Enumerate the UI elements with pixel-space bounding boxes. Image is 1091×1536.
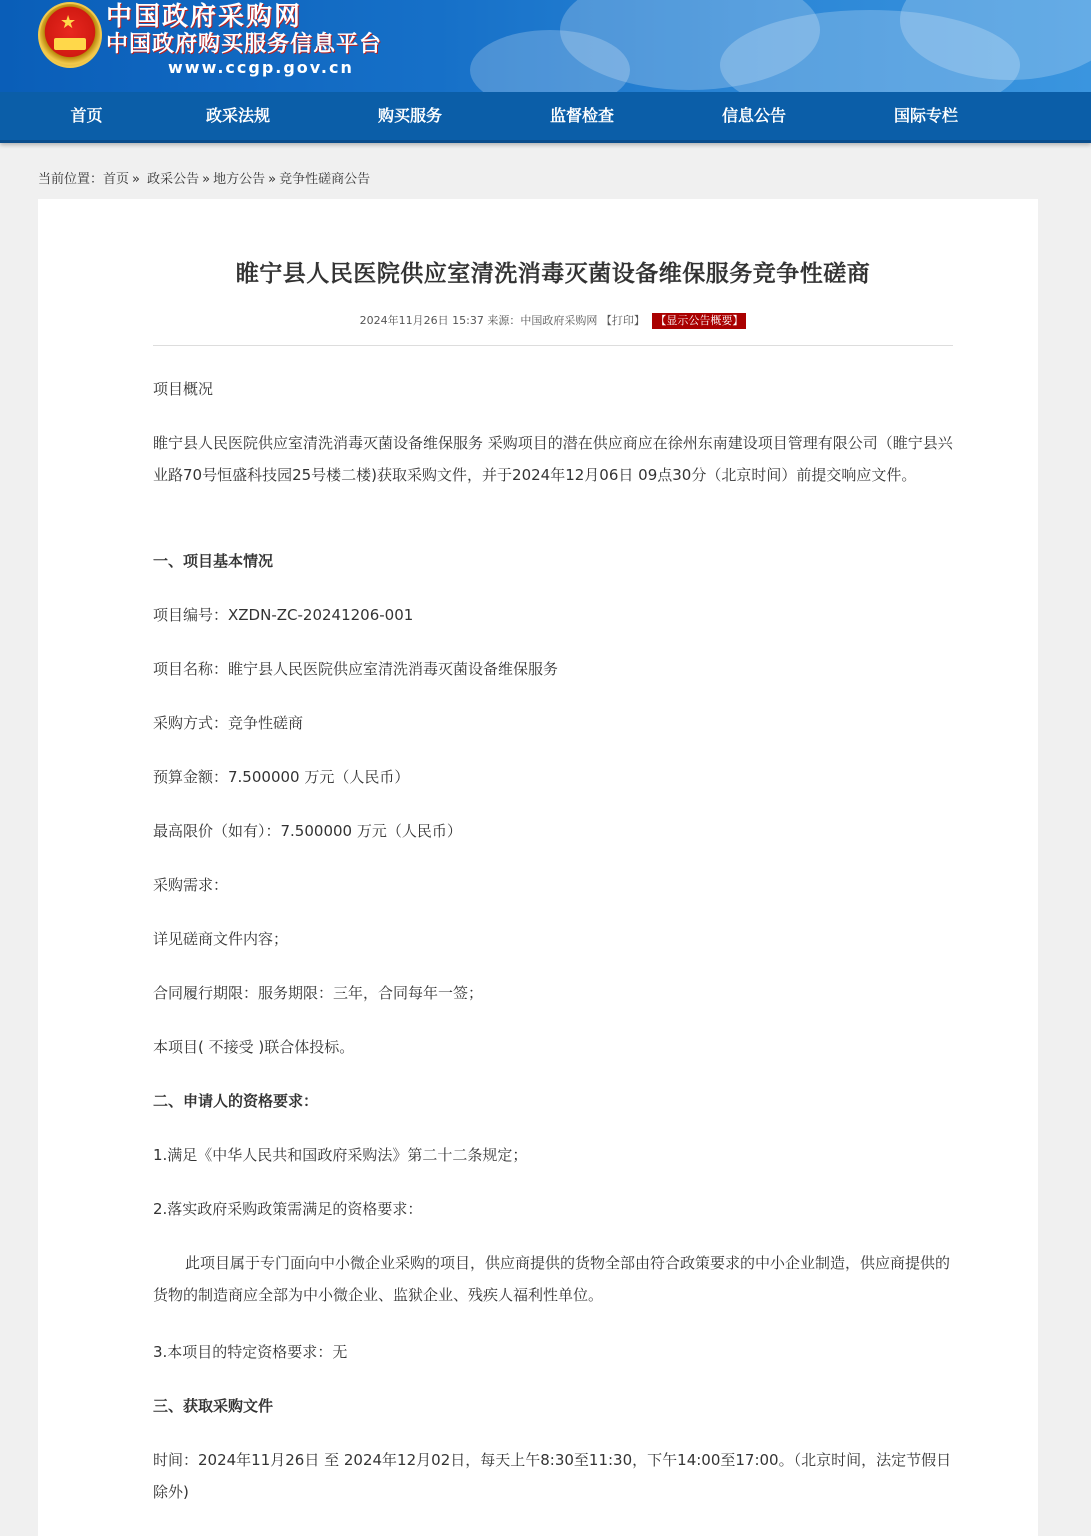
breadcrumb-label: 当前位置： xyxy=(38,172,104,187)
nav-item-supervision[interactable]: 监督检查 xyxy=(549,106,614,125)
requirement-2-detail: 此项目属于专门面向中小微企业采购的项目，供应商提供的货物全部由符合政策要求的中小企业制造，供应商提供的货物的制造商应全部为中小微企业、监狱企业、残疾人福利性单位。 xyxy=(153,1254,951,1304)
breadcrumb-separator: » xyxy=(268,172,277,187)
site-title[interactable]: 中国政府采购网 xyxy=(106,2,303,32)
divider xyxy=(153,345,953,346)
nav-item-announcements[interactable]: 信息公告 xyxy=(721,106,786,125)
acquisition-time: 时间：2024年11月26日 至 2024年12月02日，每天上午8:30至11:30，下午14:00至17:00。（北京时间，法定节假日除外) xyxy=(153,1451,952,1501)
article-panel xyxy=(38,199,1038,1536)
site-url: www.ccgp.gov.cn xyxy=(168,58,354,77)
article-meta xyxy=(153,313,953,329)
article-title: 睢宁县人民医院供应室清洗消毒灭菌设备维保服务竞争性磋商 xyxy=(235,261,871,287)
breadcrumb-current[interactable]: 竞争性磋商公告 xyxy=(279,172,371,187)
breadcrumb-home[interactable]: 首页 xyxy=(103,172,130,187)
max-price: 最高限价（如有）：7.500000 万元（人民币） xyxy=(153,822,462,840)
section-heading-3: 三、获取采购文件 xyxy=(153,1397,274,1415)
procurement-method: 采购方式：竞争性磋商 xyxy=(153,714,304,732)
nav-item-home[interactable]: 首页 xyxy=(70,106,103,125)
nav-item-international[interactable]: 国际专栏 xyxy=(893,106,958,125)
national-emblem-logo[interactable] xyxy=(38,2,102,68)
project-name: 项目名称：睢宁县人民医院供应室清洗消毒灭菌设备维保服务 xyxy=(153,660,559,678)
section-heading-1: 一、项目基本情况 xyxy=(153,552,274,570)
breadcrumb-local[interactable]: 地方公告 xyxy=(213,172,266,187)
nav-item-purchase-services[interactable]: 购买服务 xyxy=(377,106,442,125)
breadcrumb xyxy=(0,143,1091,201)
procurement-needs: 采购需求： xyxy=(153,876,229,894)
requirement-3: 3.本项目的特定资格要求：无 xyxy=(153,1343,348,1361)
site-header xyxy=(0,0,1091,92)
breadcrumb-separator: » xyxy=(132,172,140,187)
site-subtitle: 中国政府购买服务信息平台 xyxy=(106,32,383,57)
breadcrumb-separator: » xyxy=(202,172,211,187)
overview-text: 睢宁县人民医院供应室清洗消毒灭菌设备维保服务 采购项目的潜在供应商应在徐州东南建设项目管理有限公司（睢宁县兴业路70号恒盛科技园25号楼二楼)获取采购文件，并于2024年12月06日 09点30分（北京时间）前提交响应文件。 xyxy=(153,434,953,484)
section-heading-2: 二、申请人的资格要求： xyxy=(153,1092,319,1110)
star-icon: ★ xyxy=(60,12,77,33)
show-summary-button[interactable]: 【显示公告概要】 xyxy=(652,313,746,329)
budget-amount: 预算金额：7.500000 万元（人民币） xyxy=(153,768,410,786)
main-nav xyxy=(0,92,1091,143)
requirement-1: 1.满足《中华人民共和国政府采购法》第二十二条规定； xyxy=(153,1146,528,1164)
requirement-2: 2.落实政府采购政策需满足的资格要求： xyxy=(153,1200,423,1218)
needs-detail: 详见磋商文件内容； xyxy=(153,930,289,948)
nav-item-regulations[interactable]: 政采法规 xyxy=(205,106,270,125)
section-overview: 项目概况 xyxy=(153,380,214,398)
consortium-note: 本项目( 不接受 )联合体投标。 xyxy=(153,1038,355,1056)
print-link[interactable]: 【打印】 xyxy=(600,314,645,327)
project-number: 项目编号：XZDN-ZC-20241206-001 xyxy=(153,606,414,624)
contract-term: 合同履行期限：服务期限：三年，合同每年一签； xyxy=(153,984,484,1002)
gate-icon xyxy=(54,38,86,50)
breadcrumb-announcements[interactable]: 政采公告 xyxy=(147,172,200,187)
publish-info: 2024年11月26日 15:37 来源：中国政府采购网 xyxy=(359,314,598,327)
